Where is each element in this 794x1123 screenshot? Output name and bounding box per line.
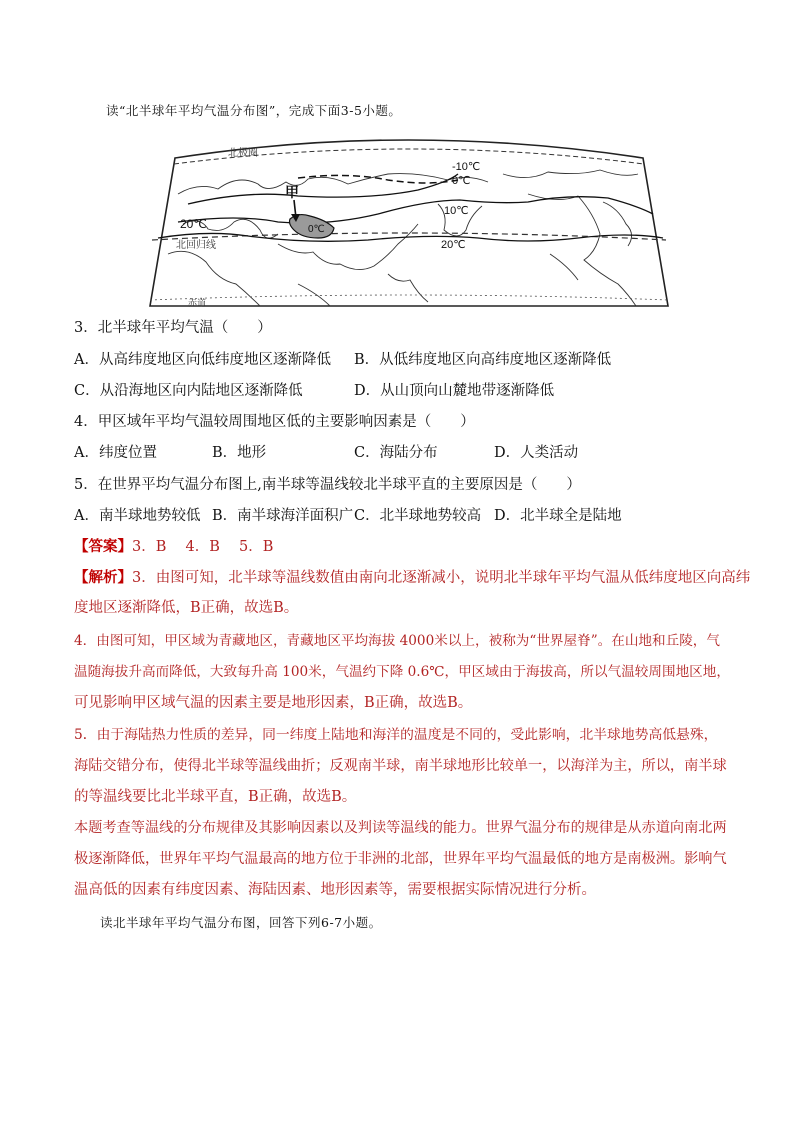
q4-option-d: D．人类活动 bbox=[494, 445, 579, 461]
analysis-line-2: 度地区逐渐降低，B正确，故选B。 bbox=[74, 600, 299, 616]
analysis-line-10: 极逐渐降低，世界年平均气温最高的地方位于非洲的北部，世界年平均气温最低的地方是南极洲。影响气 bbox=[74, 851, 727, 867]
analysis-line-7: 海陆交错分布，使得北半球等温线曲折；反观南半球，南半球地形比较单一，以海洋为主，所以，南半球 bbox=[74, 758, 727, 774]
analysis-text-1: 3．由图可知，北半球等温线数值由南向北逐渐减小，说明北半球年平均气温从低纬度地区向高纬 bbox=[132, 570, 751, 586]
q5-option-c: C．北半球地势较高 bbox=[354, 508, 482, 524]
analysis-tag: 【解析】 bbox=[74, 569, 132, 586]
answer-line bbox=[74, 537, 273, 557]
intro-text-2: 读北半球年平均气温分布图，回答下列6-7小题。 bbox=[100, 915, 382, 930]
analysis-line-6: 5．由于海陆热力性质的差异，同一纬度上陆地和海洋的温度是不同的，受此影响，北半球地势高低悬殊， bbox=[74, 727, 718, 743]
tropic-label: 北回归线 bbox=[176, 240, 216, 251]
equator-label: 赤道 bbox=[188, 298, 207, 308]
analysis-line-5: 可见影响甲区域气温的因素主要是地形因素，B正确，故选B。 bbox=[74, 695, 473, 711]
analysis-line-8: 的等温线要比北半球平直，B正确，故选B。 bbox=[74, 789, 357, 805]
answer-text: 3．B 4．B 5．B bbox=[132, 539, 274, 555]
arctic-circle-label: 北极圈 bbox=[228, 148, 258, 159]
intro-text-1: 读“北半球年平均气温分布图”，完成下面3-5小题。 bbox=[106, 103, 402, 118]
analysis-line-4: 温随海拔升高而降低，大致每升高 100米，气温约下降 0.6℃，甲区域由于海拔高，所以气温较周围地区地， bbox=[74, 664, 730, 680]
q4-option-c: C．海陆分布 bbox=[354, 445, 438, 461]
northern-hemisphere-temperature-map bbox=[148, 134, 670, 310]
q4-option-a: A．纬度位置 bbox=[74, 445, 157, 461]
iso-0-label-east: 0℃ bbox=[452, 175, 471, 187]
q4-option-b: B．地形 bbox=[212, 445, 267, 461]
q3-option-d: D．从山顶向山麓地带逐渐降低 bbox=[354, 383, 555, 399]
answer-tag: 【答案】 bbox=[74, 538, 132, 555]
iso-10-label: 10℃ bbox=[444, 205, 469, 217]
q3-option-c: C．从沿海地区向内陆地区逐渐降低 bbox=[74, 383, 303, 399]
iso-20-label-east: 20℃ bbox=[441, 239, 466, 251]
iso-neg10-label: -10℃ bbox=[452, 161, 481, 173]
q4-stem: 4．甲区域年平均气温较周围地区低的主要影响因素是（ ） bbox=[74, 414, 475, 430]
jia-label: 甲 bbox=[285, 184, 299, 200]
q5-option-d: D．北半球全是陆地 bbox=[494, 508, 622, 524]
analysis-line-11: 温高低的因素有纬度因素、海陆因素、地形因素等，需要根据实际情况进行分析。 bbox=[74, 882, 596, 898]
iso-20-label-west: 20℃ bbox=[180, 217, 207, 231]
q5-stem: 5．在世界平均气温分布图上,南半球等温线较北半球平直的主要原因是（ ） bbox=[74, 477, 581, 493]
q5-option-a: A．南半球地势较低 bbox=[74, 508, 201, 524]
q3-option-a: A．从高纬度地区向低纬度地区逐渐降低 bbox=[74, 352, 331, 368]
analysis-line-9: 本题考查等温线的分布规律及其影响因素以及判读等温线的能力。世界气温分布的规律是从赤道向南北两 bbox=[74, 820, 727, 836]
iso-0-plateau-label: 0℃ bbox=[308, 224, 325, 235]
q3-option-b: B．从低纬度地区向高纬度地区逐渐降低 bbox=[354, 352, 612, 368]
q5-option-b: B．南半球海洋面积广 bbox=[212, 508, 354, 524]
analysis-line-3: 4．由图可知，甲区域为青藏地区，青藏地区平均海拔 4000米以上，被称为“世界屋脊”。在山地和丘陵，气 bbox=[74, 633, 720, 649]
analysis-line-1 bbox=[74, 568, 750, 588]
q3-stem: 3．北半球年平均气温（ ） bbox=[74, 320, 272, 336]
